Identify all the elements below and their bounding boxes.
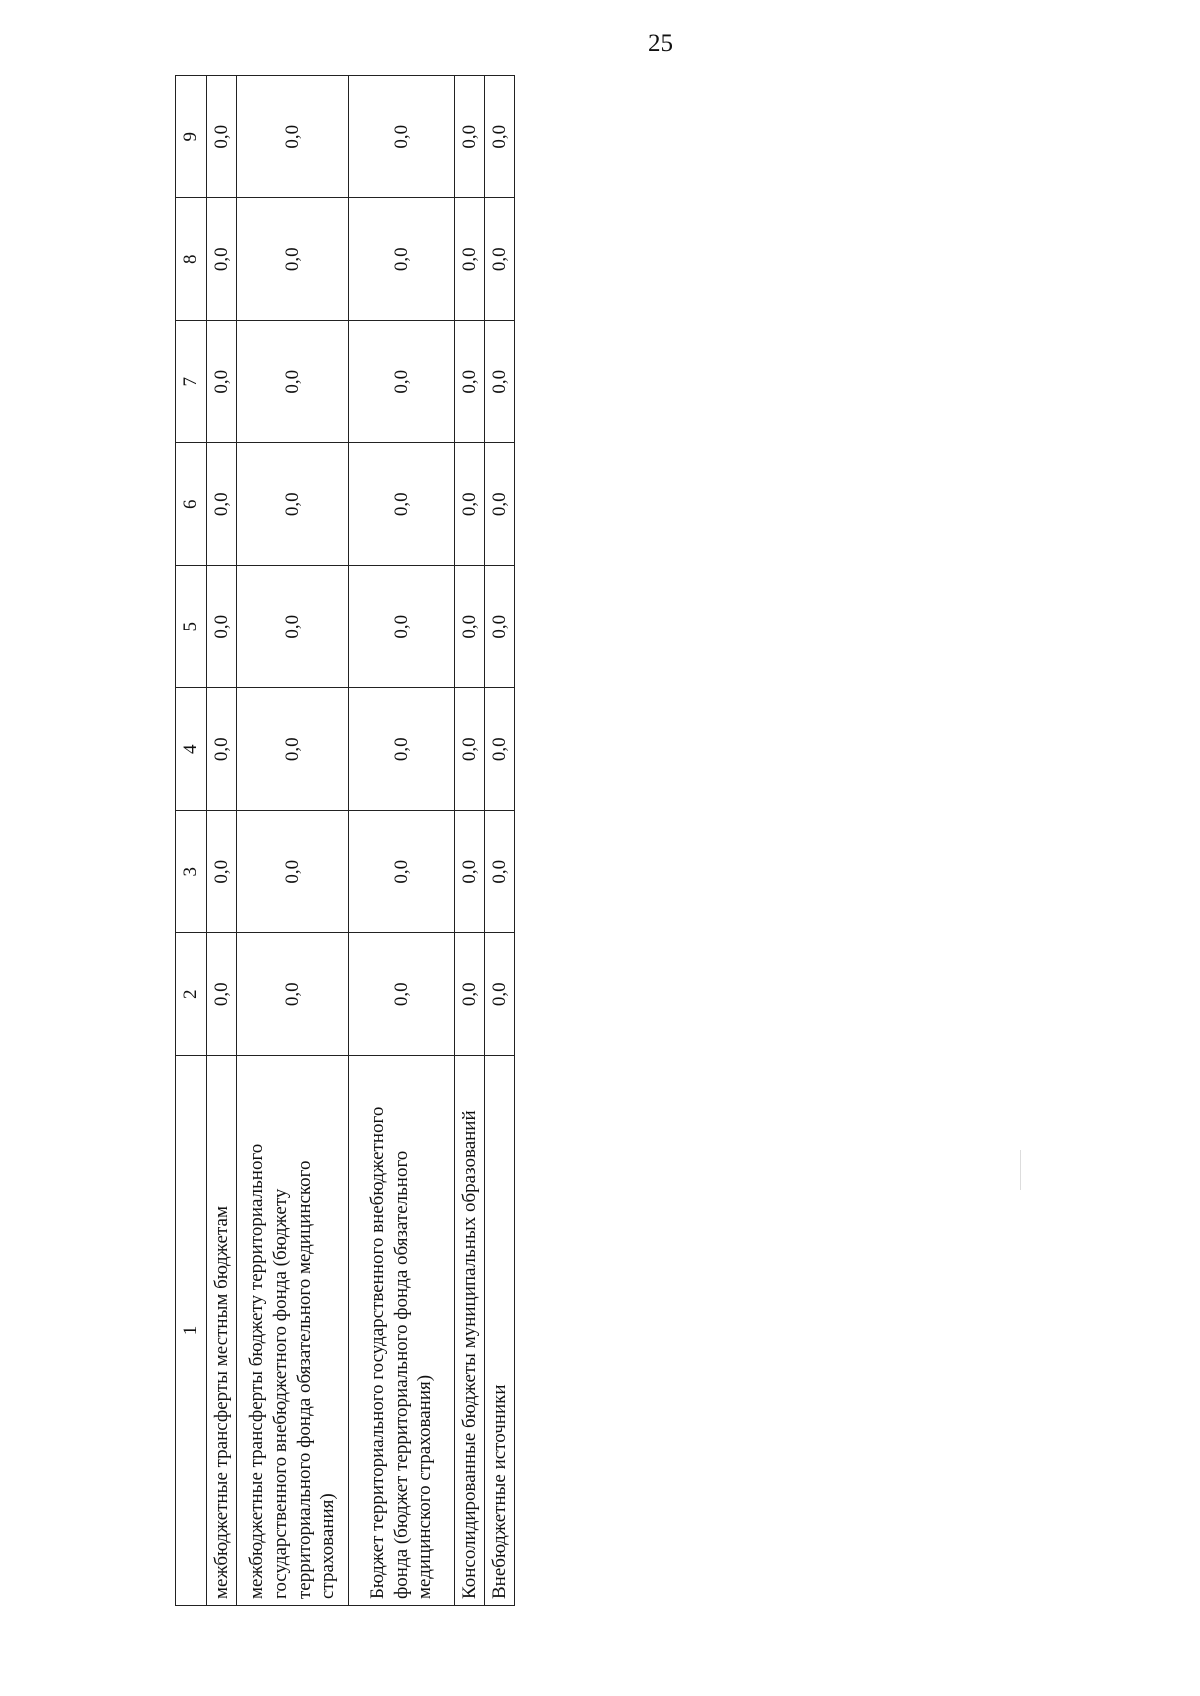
header-cell: 6: [176, 443, 207, 566]
value-cell: 0,0: [485, 76, 515, 199]
header-cell: 3: [176, 811, 207, 934]
table-row: [349, 76, 455, 1606]
value-cell: 0,0: [349, 198, 455, 321]
value-cell: 0,0: [207, 198, 237, 321]
header-cell: 2: [176, 933, 207, 1056]
table-row: [207, 76, 237, 1606]
value-cell: 0,0: [485, 688, 515, 811]
header-cell: 8: [176, 198, 207, 321]
value-cell: 0,0: [237, 321, 349, 444]
value-cell: 0,0: [455, 321, 485, 444]
row-label: Бюджет территориального государственного внебюджетного фонда (бюджет территориального фонда обязательного медицинского страхования): [349, 1056, 455, 1606]
row-label: межбюджетные трансферты бюджету территориального государственного внебюджетного фонда (бюджету территориального фонда обязательного медицинского страхования): [237, 1056, 349, 1606]
value-cell: 0,0: [349, 443, 455, 566]
row-label: Консолидированные бюджеты муниципальных образований: [455, 1056, 485, 1606]
header-cell: 1: [176, 1056, 207, 1606]
value-cell: 0,0: [237, 811, 349, 934]
value-cell: 0,0: [485, 443, 515, 566]
value-cell: 0,0: [349, 76, 455, 199]
table-row: [237, 76, 349, 1606]
value-cell: 0,0: [207, 321, 237, 444]
table-wrapper: [175, 76, 515, 1606]
budget-table: [175, 75, 515, 1606]
value-cell: 0,0: [207, 443, 237, 566]
value-cell: 0,0: [455, 198, 485, 321]
value-cell: 0,0: [485, 811, 515, 934]
value-cell: 0,0: [349, 688, 455, 811]
value-cell: 0,0: [455, 566, 485, 689]
value-cell: 0,0: [349, 321, 455, 444]
value-cell: 0,0: [207, 933, 237, 1056]
value-cell: 0,0: [455, 933, 485, 1056]
page-number: 25: [648, 30, 673, 57]
header-cell: 7: [176, 321, 207, 444]
value-cell: 0,0: [485, 321, 515, 444]
value-cell: 0,0: [455, 76, 485, 199]
value-cell: 0,0: [455, 688, 485, 811]
value-cell: 0,0: [237, 198, 349, 321]
table-row: [455, 76, 485, 1606]
rotated-table-container: [175, 76, 515, 1606]
value-cell: 0,0: [207, 566, 237, 689]
value-cell: 0,0: [349, 566, 455, 689]
value-cell: 0,0: [455, 811, 485, 934]
value-cell: 0,0: [207, 811, 237, 934]
value-cell: 0,0: [237, 566, 349, 689]
header-cell: 9: [176, 76, 207, 199]
row-label: Внебюджетные источники: [485, 1056, 515, 1606]
value-cell: 0,0: [485, 566, 515, 689]
value-cell: 0,0: [207, 688, 237, 811]
header-cell: 4: [176, 688, 207, 811]
value-cell: 0,0: [485, 198, 515, 321]
value-cell: 0,0: [485, 933, 515, 1056]
value-cell: 0,0: [237, 443, 349, 566]
value-cell: 0,0: [237, 76, 349, 199]
value-cell: 0,0: [237, 688, 349, 811]
value-cell: 0,0: [237, 933, 349, 1056]
value-cell: 0,0: [455, 443, 485, 566]
row-label: межбюджетные трансферты местным бюджетам: [207, 1056, 237, 1606]
value-cell: 0,0: [349, 811, 455, 934]
value-cell: 0,0: [349, 933, 455, 1056]
header-cell: 5: [176, 566, 207, 689]
header-row: [176, 76, 207, 1606]
scan-artifact: [1020, 1150, 1021, 1190]
table-row: [485, 76, 515, 1606]
value-cell: 0,0: [207, 76, 237, 199]
